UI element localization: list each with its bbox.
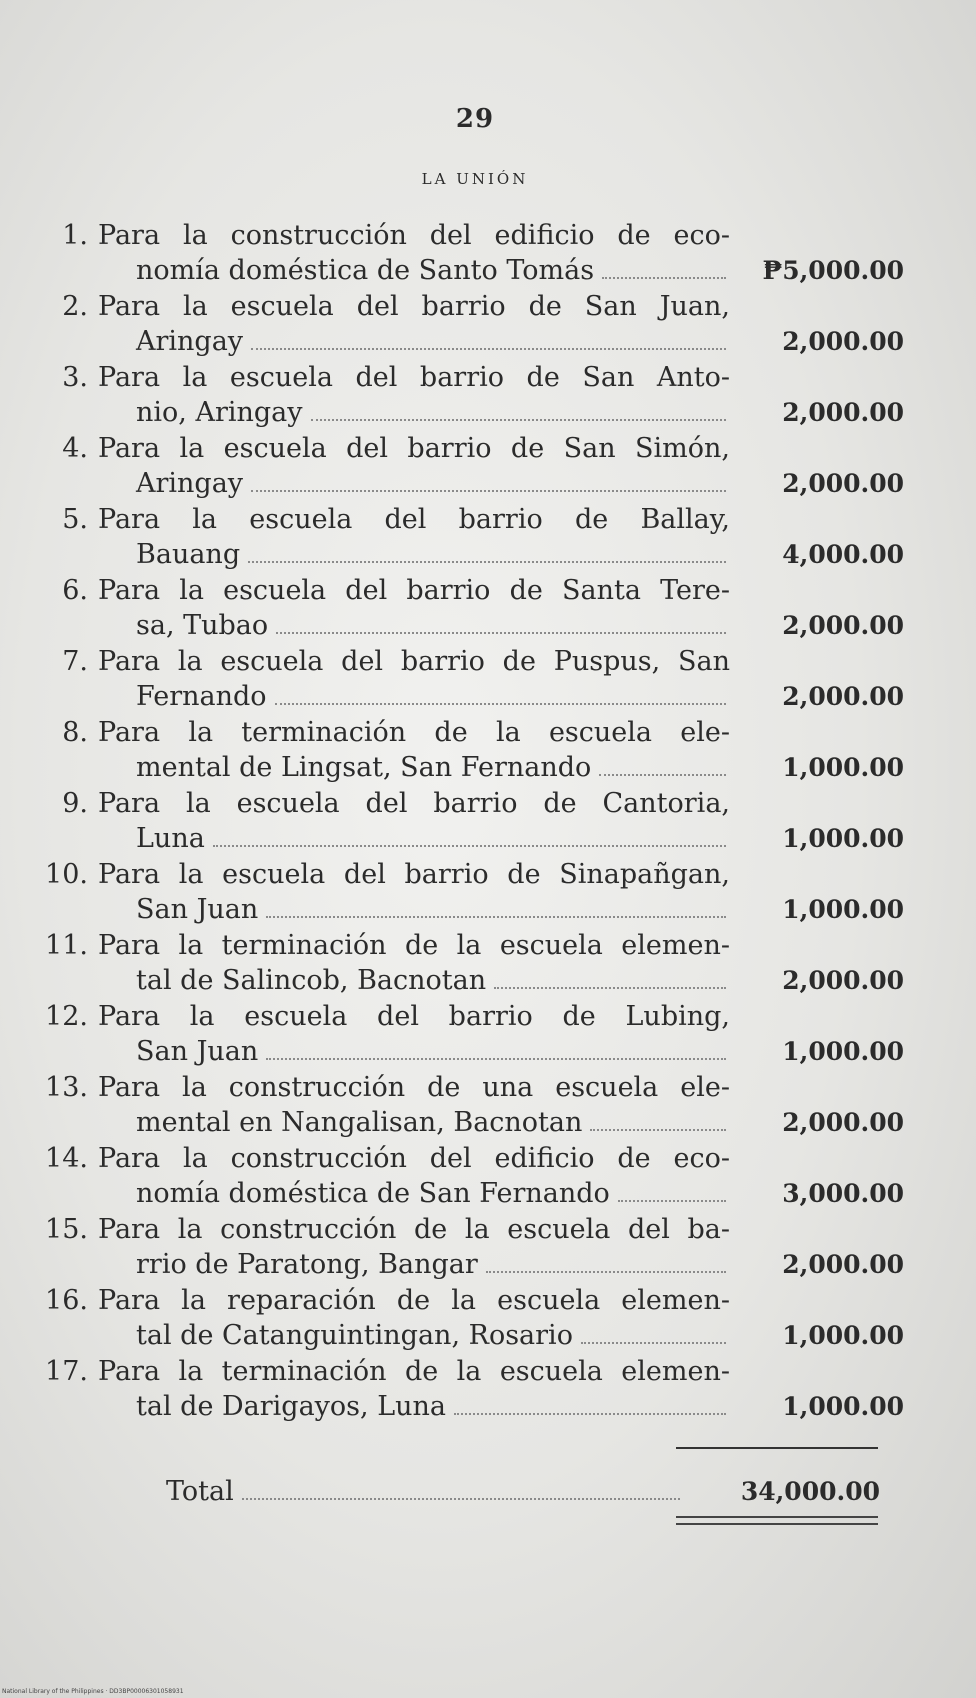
item-description-line1: Para la escuela del barrio de San Simón, [98, 433, 730, 464]
item-description-line1: Para la terminación de la escuela elemen- [98, 930, 730, 961]
item-description-line1: Para la escuela del barrio de San Anto- [98, 362, 730, 393]
item-description-line1: Para la construcción del edificio de eco- [98, 1143, 730, 1174]
list-item [38, 1070, 918, 1141]
dot-leader [213, 844, 726, 847]
item-number: 12. [45, 1001, 88, 1032]
item-description-line2-wrap [136, 324, 732, 360]
item-description-line2: San Juan [136, 1036, 259, 1067]
item-amount: 2,000.00 [782, 1108, 904, 1137]
item-description-line1: Para la construcción de la escuela del ba- [98, 1214, 730, 1245]
item-description-line1: Para la construcción de una escuela ele- [98, 1072, 730, 1103]
dot-leader [599, 773, 726, 776]
item-amount: 1,000.00 [782, 1392, 904, 1421]
item-amount: 1,000.00 [782, 1037, 904, 1066]
item-description-line1: Para la escuela del barrio de Cantoria, [98, 788, 730, 819]
item-description-line2: nomía doméstica de San Fernando [136, 1178, 610, 1209]
item-amount: 2,000.00 [782, 611, 904, 640]
item-description-line2-wrap [136, 750, 732, 786]
item-number: 14. [45, 1143, 88, 1174]
item-amount: 2,000.00 [782, 398, 904, 427]
dot-leader [275, 702, 726, 705]
item-description-line2-wrap [136, 1389, 732, 1425]
list-item [38, 857, 918, 928]
item-number: 11. [45, 930, 88, 961]
item-description-line2-wrap [136, 963, 732, 999]
item-description-line1: Para la escuela del barrio de Sinapañgan, [98, 859, 730, 890]
item-description-line1: Para la terminación de la escuela ele- [98, 717, 730, 748]
item-description-line2: tal de Darigayos, Luna [136, 1391, 447, 1422]
list-item [38, 786, 918, 857]
item-number: 6. [62, 575, 88, 606]
item-number: 7. [62, 646, 88, 677]
list-item [38, 289, 918, 360]
dot-leader [602, 276, 726, 279]
total-label: Total [166, 1476, 234, 1507]
list-item [38, 1354, 918, 1425]
item-description-line2: Fernando [136, 681, 267, 712]
item-description-line1: Para la escuela del barrio de Santa Tere- [98, 575, 730, 606]
item-number: 2. [62, 291, 88, 322]
item-description-line2: Aringay [136, 326, 244, 357]
item-description-line2-wrap [136, 1318, 732, 1354]
dot-leader [251, 489, 726, 492]
item-description-line1: Para la escuela del barrio de Puspus, San [98, 646, 730, 677]
total-rule [676, 1447, 878, 1449]
item-description-line2-wrap [136, 608, 732, 644]
list-item [38, 502, 918, 573]
item-number: 8. [62, 717, 88, 748]
item-amount: 4,000.00 [782, 540, 904, 569]
item-description-line2-wrap [136, 821, 732, 857]
item-description-line2: Aringay [136, 468, 244, 499]
dot-leader [251, 347, 726, 350]
item-description-line1: Para la reparación de la escuela elemen- [98, 1285, 730, 1316]
item-description-line2-wrap [136, 466, 732, 502]
item-amount: 2,000.00 [782, 327, 904, 356]
appropriation-list [38, 218, 918, 1425]
item-amount: 1,000.00 [782, 824, 904, 853]
item-description-line2-wrap [136, 679, 732, 715]
item-description-line2-wrap [136, 1105, 732, 1141]
double-rule [676, 1516, 878, 1525]
item-description-line2-wrap [136, 253, 732, 289]
item-description-line2-wrap [136, 1176, 732, 1212]
dot-leader [242, 1497, 680, 1500]
item-amount: 3,000.00 [782, 1179, 904, 1208]
item-description-line2: Bauang [136, 539, 241, 570]
item-number: 3. [62, 362, 88, 393]
item-number: 10. [45, 859, 88, 890]
list-item [38, 644, 918, 715]
dot-leader [590, 1128, 726, 1131]
dot-leader [266, 1057, 726, 1060]
item-amount: 2,000.00 [782, 469, 904, 498]
item-number: 17. [45, 1356, 88, 1387]
total-label-wrap [166, 1474, 686, 1510]
list-item [38, 1212, 918, 1283]
item-description-line2: tal de Salincob, Bacnotan [136, 965, 487, 996]
item-amount: 1,000.00 [782, 753, 904, 782]
list-item [38, 218, 918, 289]
page-number: 29 [455, 104, 495, 134]
list-item [38, 360, 918, 431]
dot-leader [311, 418, 726, 421]
item-number: 5. [62, 504, 88, 535]
list-item [38, 1283, 918, 1354]
item-description-line1: Para la escuela del barrio de Ballay, [98, 504, 730, 535]
dot-leader [454, 1412, 726, 1415]
item-description-line2: sa, Tubao [136, 610, 269, 641]
dot-leader [581, 1341, 726, 1344]
item-description-line1: Para la escuela del barrio de San Juan, [98, 291, 730, 322]
item-description-line2: nio, Aringay [136, 397, 303, 428]
item-amount: 2,000.00 [782, 682, 904, 711]
item-amount: 2,000.00 [782, 1250, 904, 1279]
dot-leader [266, 915, 726, 918]
item-number: 9. [62, 788, 88, 819]
dot-leader [494, 986, 726, 989]
list-item [38, 928, 918, 999]
item-description-line2-wrap [136, 537, 732, 573]
item-description-line1: Para la escuela del barrio de Lubing, [98, 1001, 730, 1032]
item-description-line2: mental de Lingsat, San Fernando [136, 752, 592, 783]
list-item [38, 715, 918, 786]
list-item [38, 573, 918, 644]
item-number: 16. [45, 1285, 88, 1316]
item-number: 4. [62, 433, 88, 464]
item-description-line2: rrio de Paratong, Bangar [136, 1249, 478, 1280]
item-description-line2: Luna [136, 823, 205, 854]
item-amount: 2,000.00 [782, 966, 904, 995]
item-number: 13. [45, 1072, 88, 1103]
item-amount: 1,000.00 [782, 1321, 904, 1350]
item-description-line1: Para la construcción del edificio de eco- [98, 220, 730, 251]
item-description-line2-wrap [136, 1247, 732, 1283]
dot-leader [248, 560, 726, 563]
item-description-line2-wrap [136, 395, 732, 431]
item-amount: ₱5,000.00 [762, 256, 904, 285]
item-description-line2: tal de Catanguintingan, Rosario [136, 1320, 573, 1351]
dot-leader [486, 1270, 726, 1273]
item-description-line2-wrap [136, 892, 732, 928]
item-description-line2: San Juan [136, 894, 259, 925]
dot-leader [276, 631, 726, 634]
item-number: 1. [62, 220, 88, 251]
list-item [38, 1141, 918, 1212]
item-amount: 1,000.00 [782, 895, 904, 924]
item-description-line2: nomía doméstica de Santo Tomás [136, 255, 595, 286]
item-description-line2-wrap [136, 1034, 732, 1070]
section-title: LA UNIÓN [421, 170, 529, 188]
item-description-line1: Para la terminación de la escuela elemen- [98, 1356, 730, 1387]
footer-credit: National Library of the Philippines · DD3BP00006301058931 [2, 1688, 184, 1695]
list-item [38, 999, 918, 1070]
total-amount: 34,000.00 [740, 1477, 880, 1506]
item-description-line2: mental en Nangalisan, Bacnotan [136, 1107, 583, 1138]
item-number: 15. [45, 1214, 88, 1245]
dot-leader [618, 1199, 726, 1202]
list-item [38, 431, 918, 502]
